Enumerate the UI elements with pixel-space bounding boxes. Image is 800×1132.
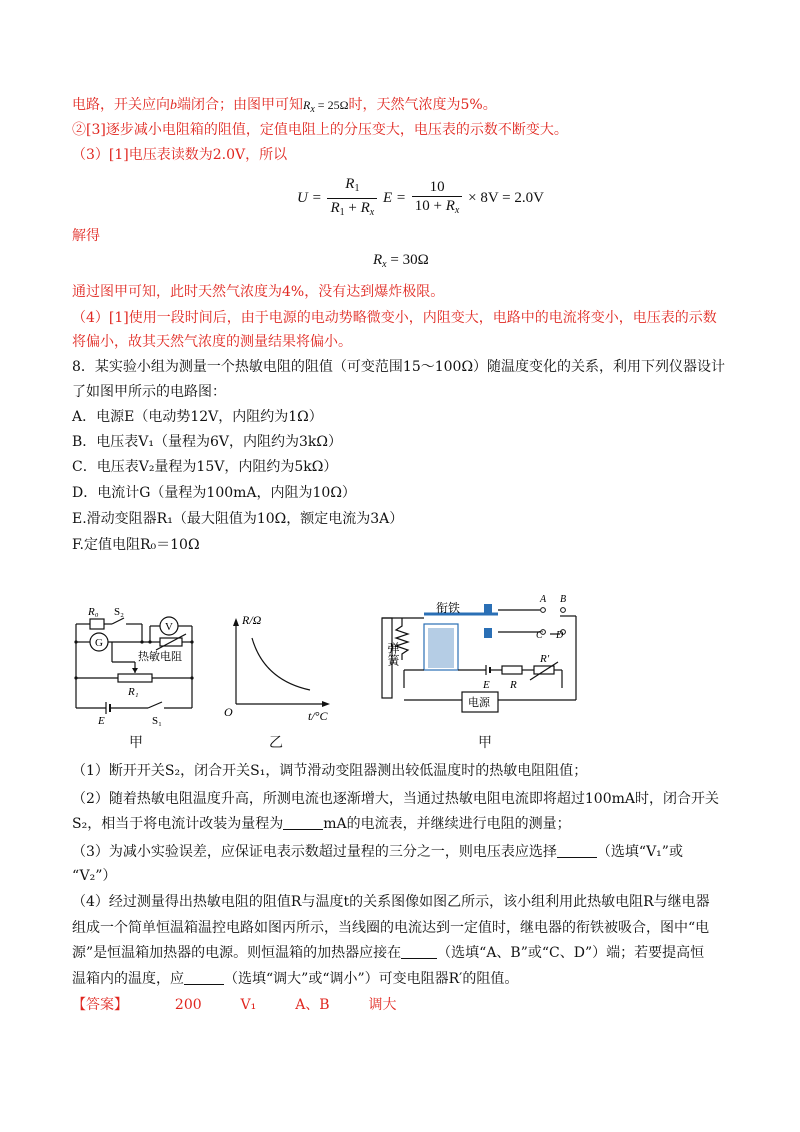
part-4-line-2: 组成一个简单恒温箱温控电路如图丙所示，当线圈的电流达到一定值时，继电器的衔铁被吸合，图中“电 — [72, 920, 710, 936]
part-4-line-4: 温箱内的温度，应 （选填“调大”或“调小”）可变电阻器R′的阻值。 — [72, 971, 519, 987]
part-4-line-1: （4）经过测量得出热敏电阻的阻值R与温度t的关系图像如图乙所示，该小组利用此热敏电阻R与继电器 — [72, 894, 710, 910]
galvanometer-label: G — [95, 637, 103, 649]
graph-origin: O — [224, 705, 233, 719]
contact-b-label: B — [560, 594, 567, 605]
resistor-label: R — [510, 679, 517, 691]
r0-label: R₀ — [88, 606, 99, 618]
answer-label: 【答案】 — [72, 997, 128, 1013]
contact-c-label: C — [536, 630, 543, 641]
answer-1: 200 — [174, 997, 202, 1013]
graph-xlabel: t/°C — [308, 709, 328, 723]
solution-line-3: （3）[1]电压表读数为2.0V，所以 — [72, 147, 288, 163]
variable-resistor-label: R′ — [540, 653, 550, 665]
option-a: A．电源E（电动势12V，内阻约为1Ω） — [72, 409, 323, 425]
part-2-line-1: （2）随着热敏电阻温度升高，所测电流也逐渐增大，当通过热敏电阻电流即将超过100mA时，闭合开关 — [72, 791, 720, 807]
answer-blank-4[interactable] — [184, 970, 224, 985]
option-d: D．电流计G（量程为100mA，内阻为10Ω） — [72, 485, 356, 501]
answer-blank-3[interactable] — [401, 944, 437, 959]
r1-label: R₁ — [128, 686, 139, 698]
equation-voltage: U = $\frac{R_1}{R_1 + R_x}$ E = $\frac{10}{10 + R_x}$ × 8V = 2.0V — [297, 175, 544, 222]
figure-circuit-diagram — [68, 598, 208, 728]
option-e: E.滑动变阻器R₁（最大阻值为10Ω，额定电流为3A） — [72, 511, 404, 527]
answer-3: A、B — [295, 997, 330, 1013]
answer-blank-2[interactable] — [557, 843, 597, 858]
question-stem-1: 8．某实验小组为测量一个热敏电阻的阻值（可变范围15～100Ω）随温度变化的关系，利用下列仪器设计 — [72, 359, 726, 375]
s2-label: S₂ — [114, 606, 124, 618]
figure-2-caption: 乙 — [269, 735, 283, 751]
s1-label: S₁ — [152, 715, 162, 727]
solution-line-5: 通过图甲可知，此时天然气浓度为4%，没有达到爆炸极限。 — [72, 284, 445, 300]
armature-label: 衔铁 — [436, 601, 461, 615]
contact-a-label: A — [540, 594, 547, 605]
part-4-line-3: 源”是恒温箱加热器的电源。则恒温箱的加热器应接在 （选填“A、B”或“C、D”）端；若要提高恒 — [72, 945, 705, 961]
voltmeter-label: V — [165, 621, 173, 633]
solve-label: 解得 — [72, 228, 100, 244]
figure-relay-circuit — [380, 588, 580, 720]
answer-blank-1[interactable] — [283, 815, 323, 830]
part-3-line-1: （3）为减小实验误差，应保证电表示数超过量程的三分之一，则电压表应选择 （选填“V₁”或 — [72, 844, 683, 860]
figure-1-caption: 甲 — [129, 735, 143, 751]
answer-2: V₁ — [240, 997, 257, 1013]
r-t-curve — [252, 638, 310, 690]
spring-label: 弹簧 — [386, 642, 400, 666]
solution-line-1: 电路，开关应向b端闭合；由图甲可知$R_x = 25\Omega$时，天然气浓度为5%。 — [72, 97, 497, 115]
option-f: F.定值电阻R₀＝10Ω — [72, 537, 200, 553]
solution-line-7: 将偏小，故其天然气浓度的测量结果将偏小。 — [72, 334, 352, 350]
solution-line-6: （4）[1]使用一段时间后，由于电源的电动势略微变小，内阻变大，电路中的电流将变小，电压表的示数 — [72, 310, 717, 326]
answer-4: 调大 — [368, 997, 397, 1013]
option-c: C．电压表V₂量程为15V，内阻约为5kΩ） — [72, 459, 338, 475]
option-b: B．电压表V₁（量程为6V，内阻约为3kΩ） — [72, 434, 343, 450]
solution-line-2: ②[3]逐步减小电阻箱的阻值，定值电阻上的分压变大，电压表的示数不断变大。 — [72, 122, 568, 138]
contact-d-label: D — [556, 630, 564, 641]
e-label: E — [98, 715, 105, 727]
graph-ylabel: R/Ω — [242, 613, 262, 627]
emf-label: E — [483, 679, 490, 691]
part-3-line-2: “V₂”） — [72, 868, 117, 884]
thermistor-label: 热敏电阻 — [138, 651, 182, 663]
question-stem-2: 了如图甲所示的电路图： — [72, 384, 226, 400]
part-1: （1）断开开关S₂，闭合开关S₁，调节滑动变阻器测出较低温度时的热敏电阻阻值； — [72, 763, 588, 779]
rx-symbol: $R_x$ — [303, 98, 315, 115]
figure-r-t-graph — [222, 608, 342, 724]
answer-row — [72, 996, 397, 1014]
equation-rx: $R_x = 30\Omega$ — [373, 252, 429, 270]
figure-3-caption: 甲 — [478, 735, 492, 751]
part-2-line-2: S₂，相当于将电流计改装为量程为 mA的电流表，并继续进行电阻的测量； — [72, 816, 571, 832]
power-source-label: 电源 — [468, 697, 490, 709]
